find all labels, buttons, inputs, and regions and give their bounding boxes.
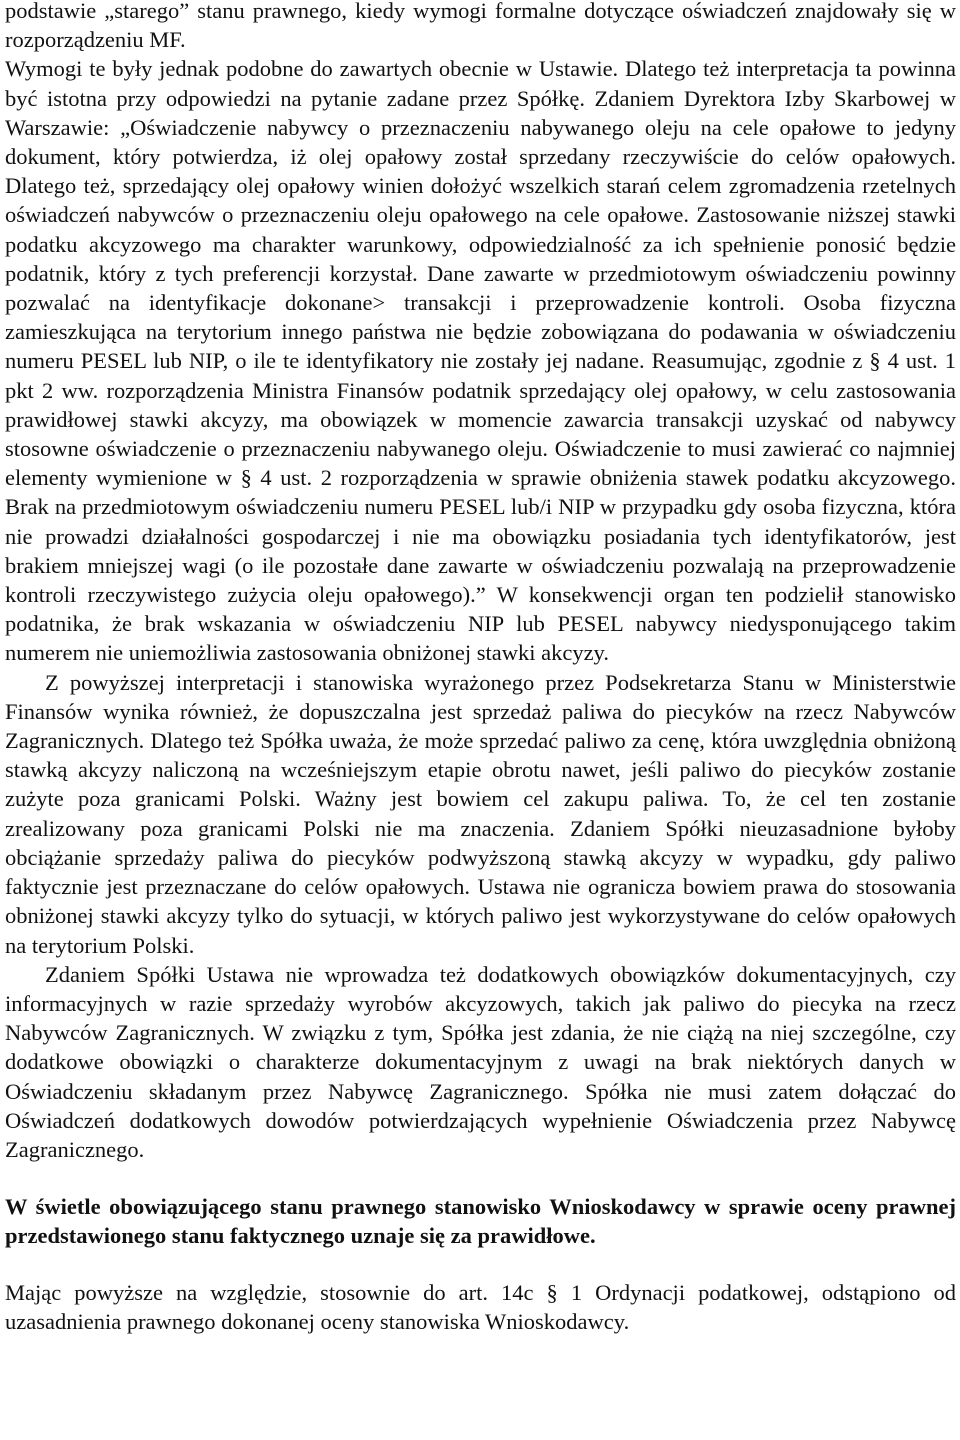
paragraph-ruling: W świetle obowiązującego stanu prawnego stanowisko Wnioskodawcy w sprawie oceny prawnej przedstawionego stanu faktycznego uznaje się za prawidłowe. — [5, 1194, 956, 1249]
paragraph-final-note: Mając powyższe na względzie, stosownie do art. 14c § 1 Ordynacji podatkowej, odstąpiono od uzasadnienia prawnego dokonanej oceny stanowiska Wnioskodawcy. — [5, 1279, 956, 1334]
paragraph-continuation: podstawie „starego” stanu prawnego, kiedy wymogi formalne dotyczące oświadczeń znajdowały się w rozporządzeniu MF. — [5, 0, 956, 53]
paragraph-ministry-interpretation: Wymogi te były jednak podobne do zawartych obecnie w Ustawie. Dlatego też interpretacja ta powinna być istotna przy odpowiedzi na pytanie zadane przez Spółkę. Zdaniem Dyrektora Izby Skarbowej w Warszawie: „Oświadczenie nabywcy o przeznaczeniu nabywanego oleju na cele opałowe to jedyny dokument, który potwierdza, iż olej opałowy został sprzedany rzeczywiście do celów opałowych. Dlatego też, sprzedający olej opałowy winien dołożyć wszelkich starań celem zgromadzenia rzetelnych oświadczeń nabywców o przeznaczeniu oleju opałowego na cele opałowe. Zastosowanie niższej stawki podatku akcyzowego ma charakter warunkowy, odpowiedzialność za ich spełnienie ponosić będzie podatnik, który z tych preferencji korzystał. Dane zawarte w przedmiotowym oświadczeniu powinny pozwalać na identyfikacje dokonane> transakcji i przeprowadzenie kontroli. Osoba fizyczna zamieszkująca na terytorium innego państwa nie będzie zobowiązana do podawania w oświadczeniu numeru PESEL lub NIP, o ile te identyfikatory nie zostały jej nadane. Reasumując, zgodnie z § 4 ust. 1 pkt 2 ww. rozporządzenia Ministra Finansów podatnik sprzedający olej opałowy, w celu zastosowania prawidłowej stawki akcyzy, ma obowiązek w momencie zawarcia transakcji uzyskać od nabywcy stosowne oświadczenie o przeznaczeniu nabywanego oleju. Oświadczenie to musi zawierać co najmniej elementy wymienione w § 4 ust. 2 rozporządzenia w sprawie obniżenia stawek podatku akcyzowego. Brak na przedmiotowym oświadczeniu numeru PESEL lub/i NIP w przypadku gdy osoba fizyczna, która nie prowadzi działalności gospodarczej i nie ma obowiązku posiadania tych identyfikatorów, jest brakiem mniejszej wagi (o ile pozostałe dane zawarte w oświadczeniu pozwalają na przeprowadzenie kontroli rzeczywistego zużycia oleju opałowego).” W konsekwencji organ ten podzielił stanowisko podatnika, że brak wskazania w oświadczeniu NIP lub PESEL nabywcy niedysponującego takim numerem nie uniemożliwia zastosowania obniżonej stawki akcyzy. — [5, 56, 956, 666]
paragraph-foreign-buyers: Z powyższej interpretacji i stanowiska wyrażonego przez Podsekretarza Stanu w Ministerstwie Finansów wynika również, że dopuszczalna jest sprzedaż paliwa do piecyków na rzecz Nabywców Zagranicznych. Dlatego też Spółka uważa, że może sprzedać paliwo za cenę, która uwzględnia obniżoną stawką akcyzy naliczoną na wcześniejszym etapie obrotu nawet, jeśli paliwo do piecyków zostanie zużyte poza granicami Polski. Ważny jest bowiem cel zakupu paliwa. To, że cel ten zostanie zrealizowany poza granicami Polski nie ma znaczenia. Zdaniem Spółki nieuzasadnione byłoby obciążanie sprzedaży paliwa do piecyków podwyższoną stawką akcyzy w wypadku, gdy paliwo faktycznie jest przeznaczane do celów opałowych. Ustawa nie ogranicza bowiem prawa do stosowania obniżonej stawki akcyzy tylko do sytuacji, w których paliwo jest wykorzystywane do celów opałowych na terytorium Polski. — [5, 669, 956, 958]
document-page — [5, 0, 956, 1336]
paragraph-documentation-duties: Zdaniem Spółki Ustawa nie wprowadza też dodatkowych obowiązków dokumentacyjnych, czy informacyjnych w razie sprzedaży wyrobów akcyzowych, takich jak paliwo do piecyka na rzecz Nabywców Zagranicznych. W związku z tym, Spółka jest zdania, że nie ciążą na niej szczególne, czy dodatkowe obowiązki o charakterze dokumentacyjnym z uwagi na brak niektórych danych w Oświadczeniu składanym przez Nabywcę Zagranicznego. Spółka nie musi zatem dołączać do Oświadczeń dodatkowych dowodów potwierdzających wypełnienie Oświadczenia przez Nabywcę Zagranicznego. — [5, 961, 956, 1162]
